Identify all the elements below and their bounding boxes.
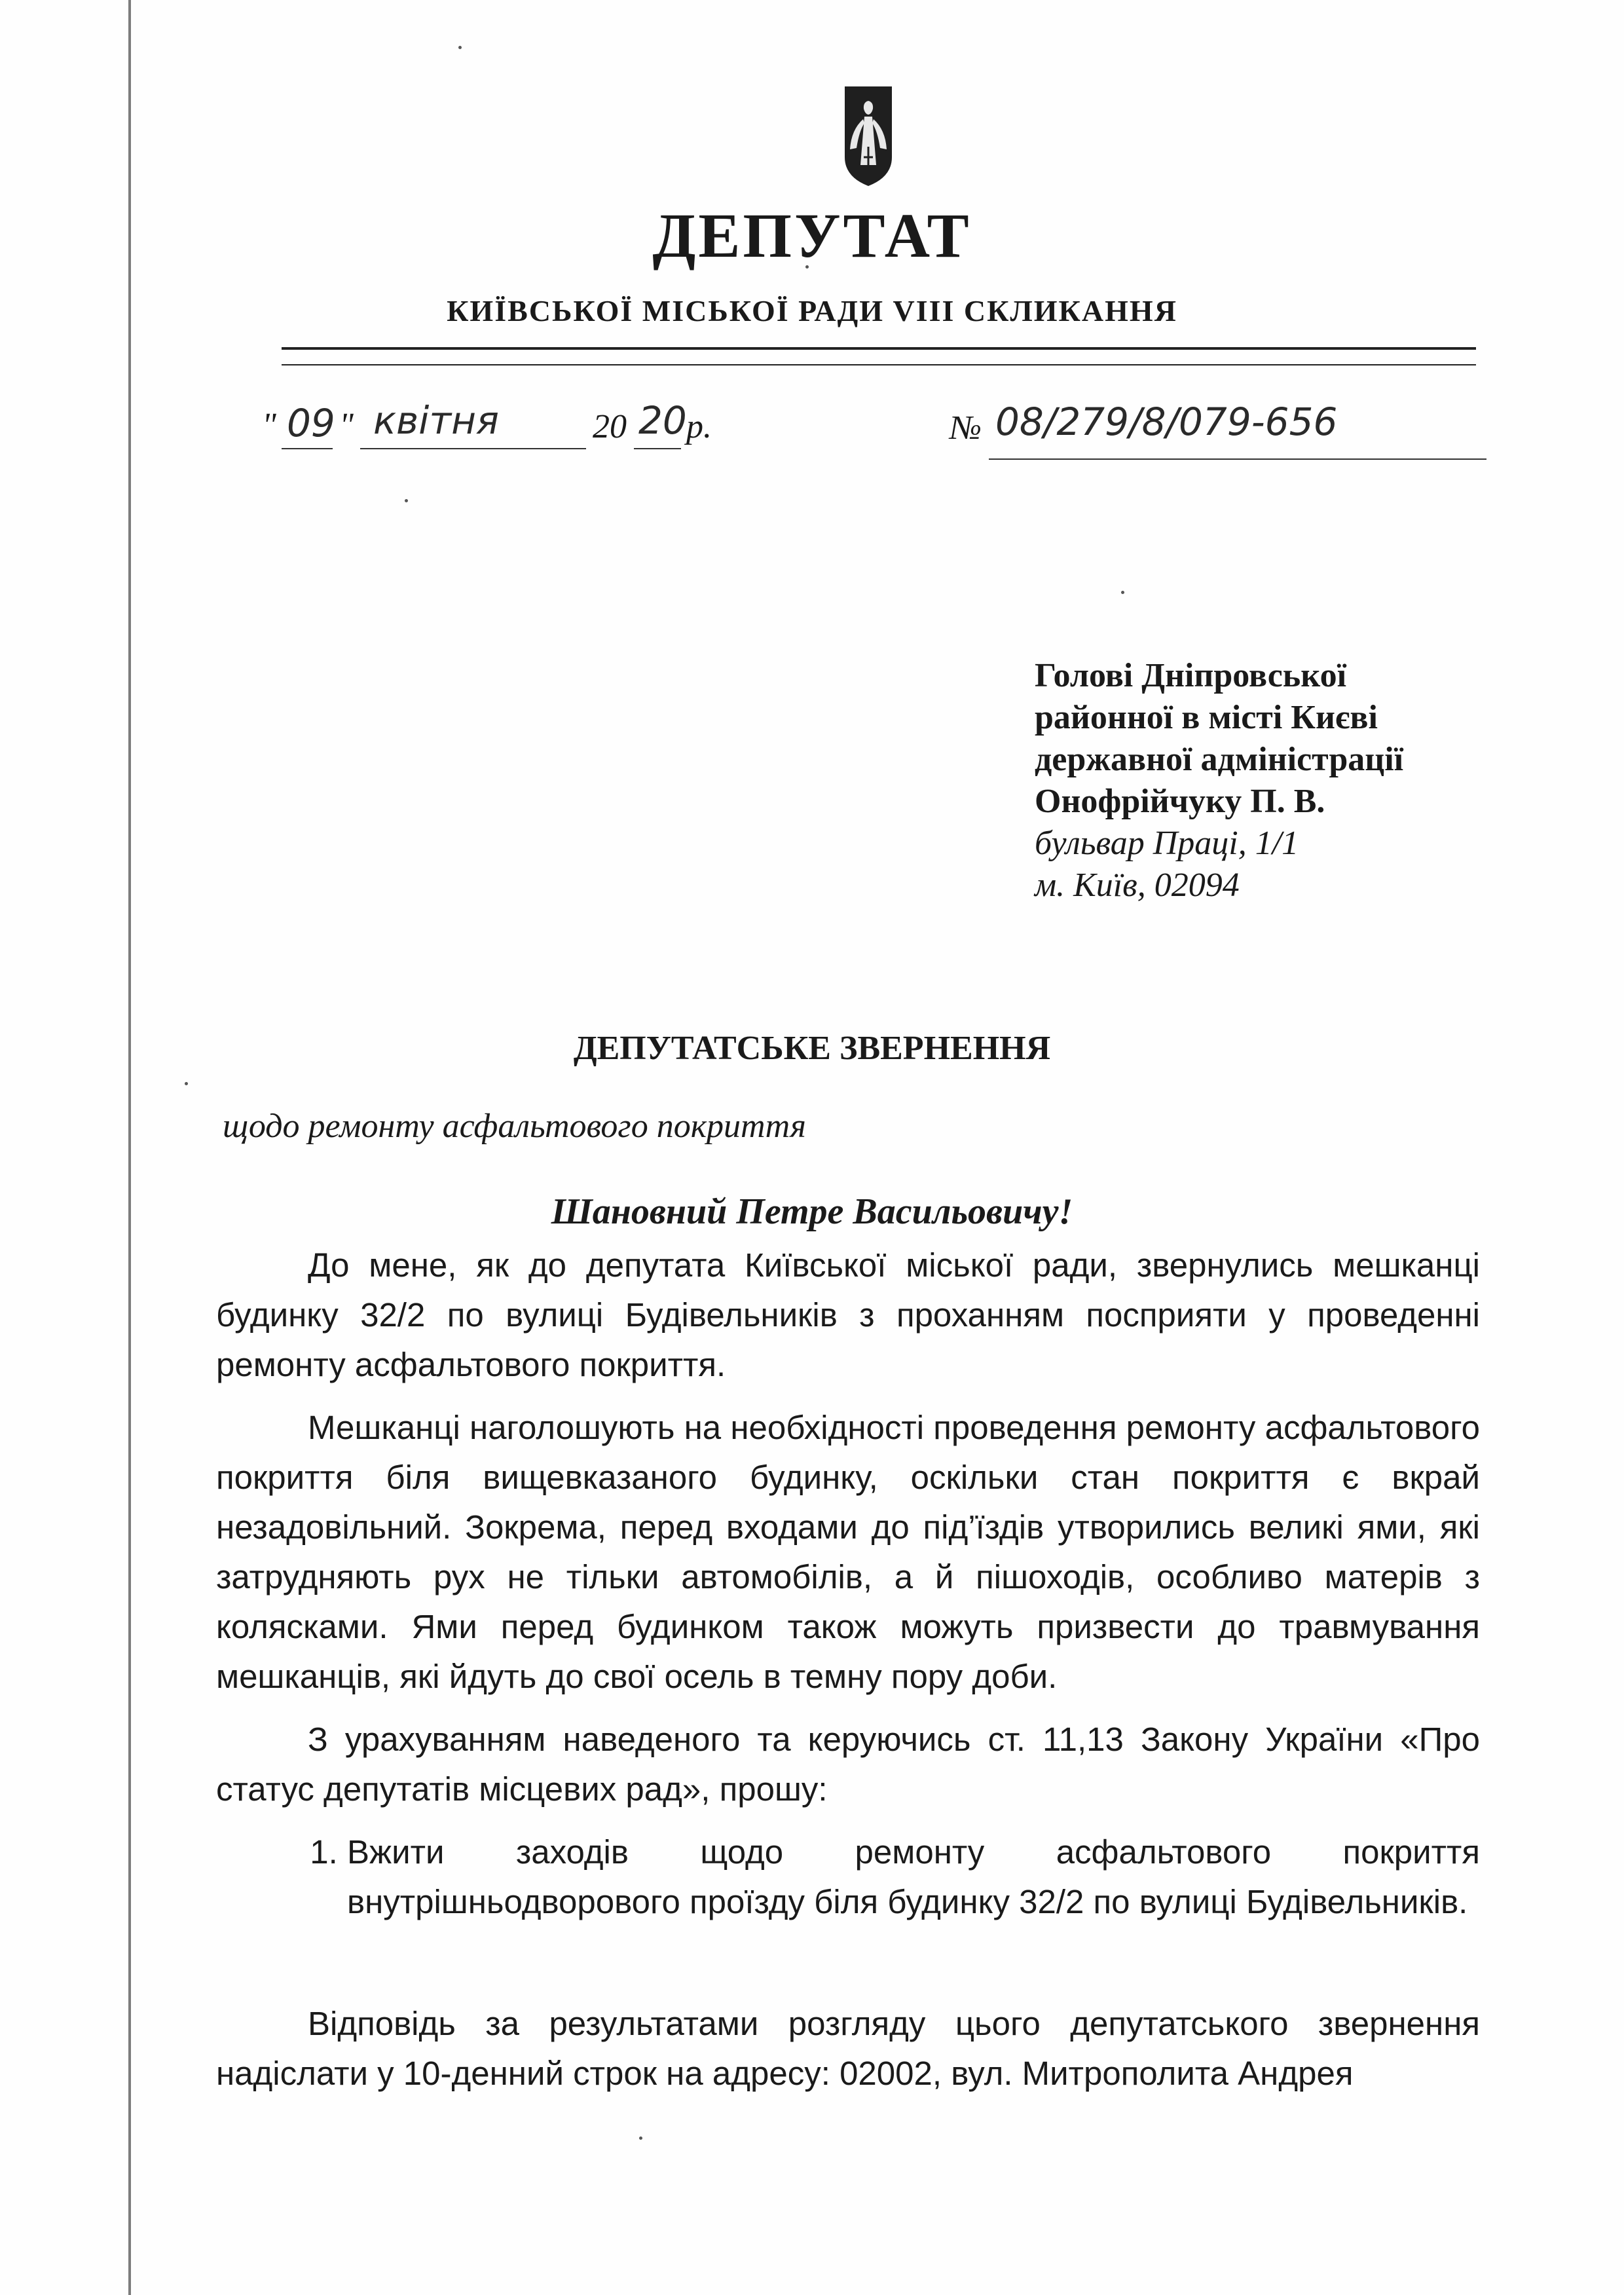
addressee-line: Голові Дніпровської — [1035, 657, 1347, 694]
addressee-block — [1035, 655, 1559, 906]
date-month: квітня — [373, 398, 499, 443]
closing-paragraph: Відповідь за результатами розгляду цього депутатського звернення надіслати у 10-денний строк на адресу: 02002, вул. Митрополита Андрея — [216, 2005, 1480, 2092]
date-day: 09 — [287, 401, 335, 445]
body-paragraph: До мене, як до депутата Київської міської ради, звернулись мешканці будинку 32/2 по вулиці Будівельників з проханням посприяти у проведенні ремонту асфальтового покриття. — [216, 1246, 1480, 1383]
addressee-line: районної в місті Києві — [1035, 699, 1378, 736]
scan-edge-line — [128, 0, 131, 2295]
addressee-line: державної адміністрації — [1035, 741, 1404, 778]
date-year-prefix: 20 — [593, 408, 627, 445]
letterhead-rule-thick — [282, 347, 1476, 350]
registration-date-field: " 09 " квітня 20 20 р. — [262, 393, 733, 458]
addressee-street: бульвар Праці, 1/1 — [1035, 825, 1299, 862]
kyiv-coat-of-arms-icon — [842, 84, 895, 189]
letterhead-subtitle: КИЇВСЬКОЇ МІСЬКОЇ РАДИ VIII СКЛИКАННЯ — [447, 294, 1177, 327]
addressee-name: Онофрійчуку П. В. — [1035, 783, 1325, 820]
scan-speck — [405, 499, 408, 502]
letterhead-title: ДЕПУТАТ — [652, 200, 972, 271]
body-paragraph: Мешканці наголошують на необхідності проведення ремонту асфальтового покриття біля вищевказаного будинку, оскільки стан покриття є вкрай незадовільний. Зокрема, перед входами до під’їздів утворились великі ями, які затрудняють рух не тільки автомобілів, а й пішоходів, особливо матерів з колясками. Ями перед будинком також можуть призвести до травмування мешканців, які йдуть до свої осель в темну пору доби. — [216, 1409, 1480, 1695]
request-list — [216, 1827, 1480, 1927]
scan-speck — [185, 1082, 188, 1085]
registration-number-field — [950, 400, 1486, 465]
date-year-unit: р. — [686, 408, 712, 445]
date-year-suffix: 20 — [638, 398, 687, 443]
salutation: Шановний Петре Васильовичу! — [551, 1191, 1073, 1232]
scan-speck — [458, 46, 462, 49]
request-item: 1. Вжити заходів щодо ремонту асфальтового покриття внутрішньодворового проїзду біля будинку 32/2 по вулиці Будівельників. — [347, 1827, 1480, 1927]
document-body — [216, 1241, 1480, 2112]
document-subject: щодо ремонту асфальтового покриття — [223, 1108, 806, 1145]
letterhead-rule-thin — [282, 364, 1476, 365]
number-label: № — [950, 409, 982, 447]
scan-speck — [639, 2136, 642, 2140]
scan-speck — [1121, 591, 1124, 594]
body-paragraph: З урахуванням наведеного та керуючись ст. 11,13 Закону України «Про статус депутатів місцевих рад», прошу: — [216, 1721, 1480, 1808]
addressee-city: м. Київ, 02094 — [1035, 867, 1240, 904]
registration-number: 08/279/8/079-656 — [995, 400, 1338, 444]
document-heading: ДЕПУТАТСЬКЕ ЗВЕРНЕННЯ — [573, 1030, 1051, 1067]
